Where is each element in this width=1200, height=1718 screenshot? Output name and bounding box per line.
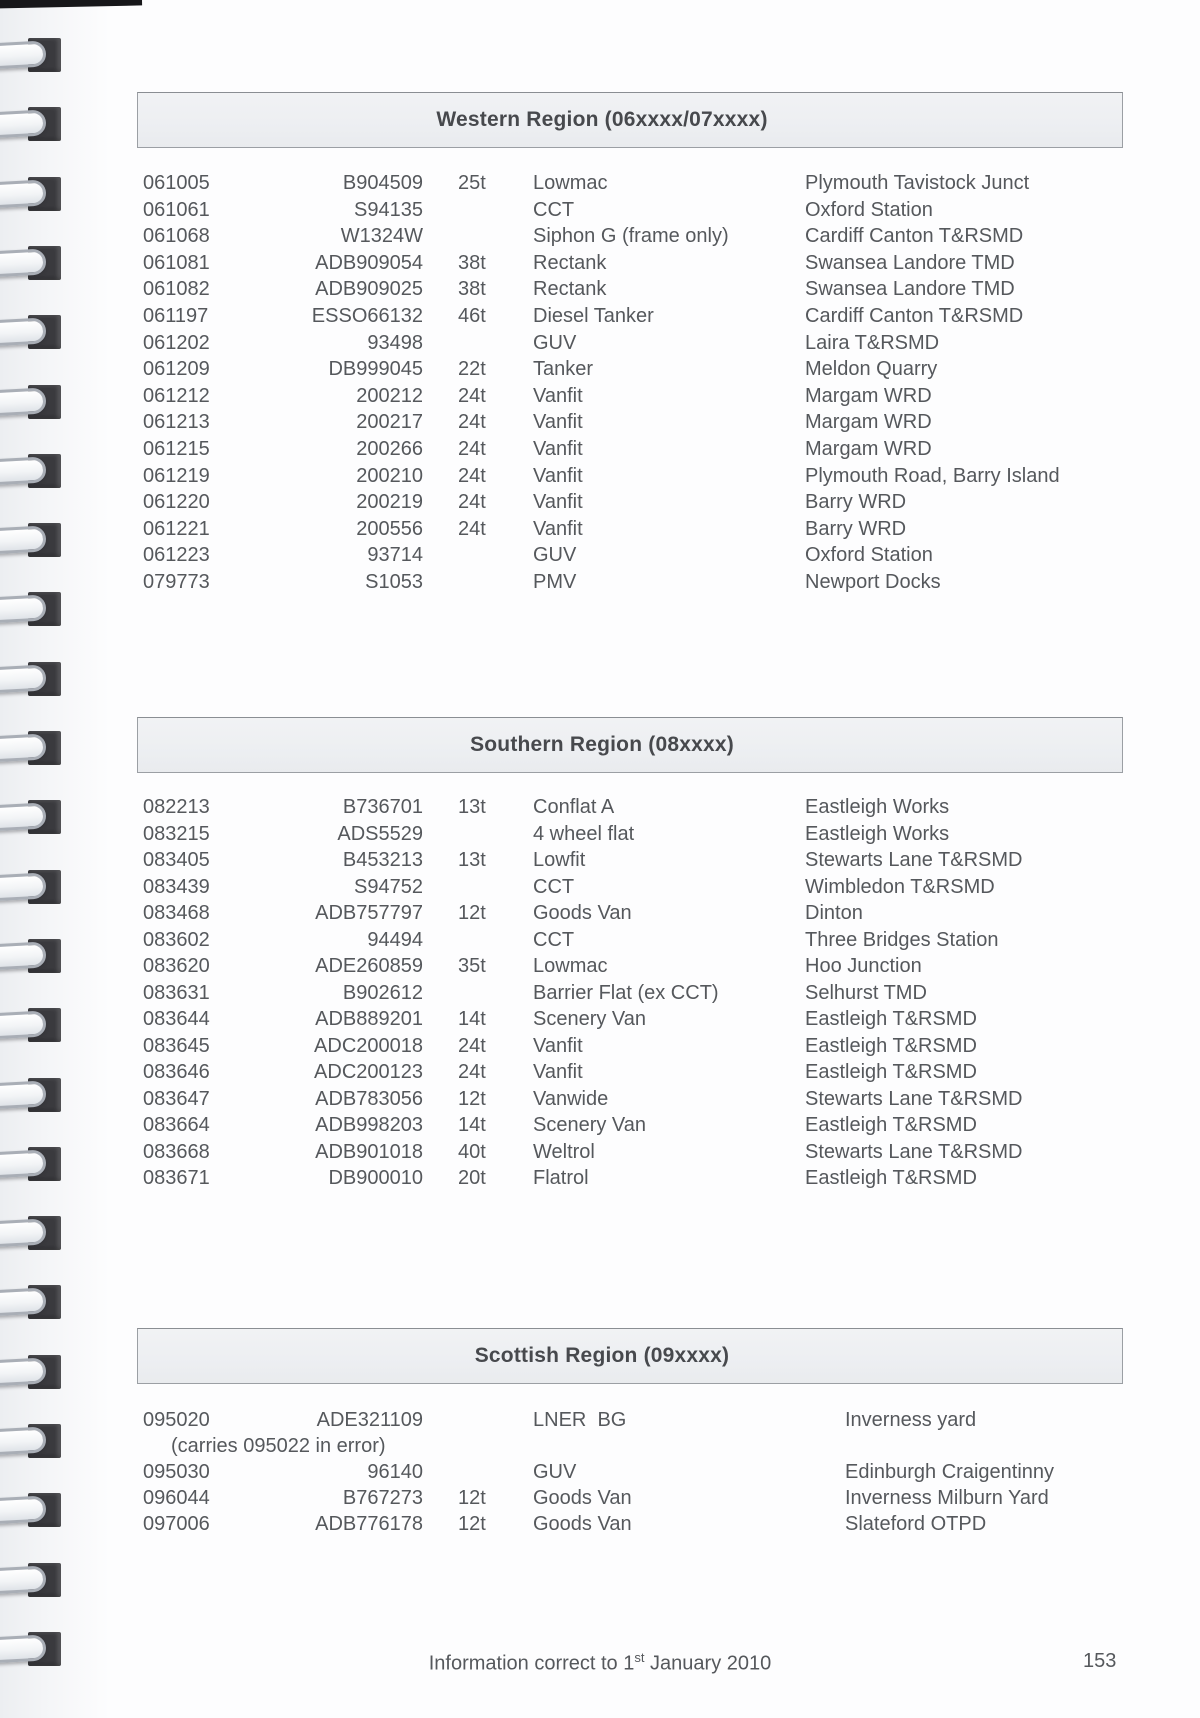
wire-binding-loop bbox=[0, 662, 70, 696]
wagon-type-cell: Flatrol bbox=[533, 1167, 589, 1189]
wagon-type-cell: Scenery Van bbox=[533, 1114, 647, 1136]
location-cell: Eastleigh T&RSMD bbox=[805, 1034, 977, 1057]
location-cell: Margam WRD bbox=[805, 437, 932, 460]
table-row bbox=[143, 980, 1063, 1007]
location-cell: Plymouth Road, Barry Island bbox=[805, 464, 1060, 487]
weight-cell bbox=[458, 330, 533, 357]
location-cell: Eastleigh Works bbox=[805, 822, 950, 845]
wagon-type-cell: Goods Van bbox=[533, 1487, 632, 1509]
table-row bbox=[143, 250, 1063, 277]
wagon-type-cell: CCT bbox=[533, 875, 575, 898]
footer-info-ordinal: st bbox=[634, 1650, 645, 1665]
previous-number-cell: ADB776178 bbox=[315, 1513, 423, 1535]
wagon-type-cell: Scenery Van bbox=[533, 1008, 647, 1030]
weight-cell: 24t bbox=[458, 411, 486, 434]
weight-cell: 24t bbox=[458, 1061, 486, 1083]
location-cell: Slateford OTPD bbox=[845, 1513, 987, 1535]
binding-wire bbox=[0, 872, 47, 901]
wagon-number-cell: 061082 bbox=[143, 278, 210, 301]
wagon-type-cell: Vanfit bbox=[533, 437, 583, 460]
wagon-number-cell: 061213 bbox=[143, 411, 210, 434]
binding-wire bbox=[0, 1357, 47, 1386]
wagon-number-cell: 079773 bbox=[143, 570, 210, 593]
wagon-number-cell: 061212 bbox=[143, 384, 210, 407]
location-cell: Stewarts Lane T&RSMD bbox=[805, 849, 1023, 871]
previous-number-cell: B902612 bbox=[342, 981, 423, 1004]
location-cell: Eastleigh Works bbox=[805, 796, 950, 818]
wagon-type-cell: Tanker bbox=[533, 358, 594, 381]
binding-wire bbox=[0, 941, 47, 970]
table-row bbox=[143, 542, 1063, 569]
table-row bbox=[143, 516, 1063, 543]
location-cell: Newport Docks bbox=[805, 570, 941, 593]
wagon-number-cell: 083439 bbox=[143, 875, 210, 898]
wagon-number-cell: 061202 bbox=[143, 331, 210, 354]
wagon-number-cell: 061219 bbox=[143, 464, 210, 487]
weight-cell bbox=[458, 821, 533, 848]
weight-cell: 12t bbox=[458, 1087, 486, 1110]
table-row bbox=[143, 927, 1063, 954]
wagon-number-cell: 083405 bbox=[143, 849, 210, 871]
wagon-type-cell: Vanfit bbox=[533, 1034, 583, 1057]
wagon-number-cell: 083664 bbox=[143, 1114, 210, 1136]
wagon-type-cell: Rectank bbox=[533, 251, 607, 274]
weight-cell: 20t bbox=[458, 1167, 486, 1189]
wagon-number-cell: 097006 bbox=[143, 1513, 210, 1535]
location-cell: Cardiff Canton T&RSMD bbox=[805, 304, 1024, 327]
location-cell: Dinton bbox=[805, 902, 863, 924]
wagon-type-cell: Weltrol bbox=[533, 1140, 595, 1163]
table-row bbox=[143, 303, 1063, 330]
location-cell: Plymouth Tavistock Junct bbox=[805, 172, 1030, 194]
weight-cell: 38t bbox=[458, 278, 486, 301]
location-cell: Wimbledon T&RSMD bbox=[805, 875, 995, 898]
location-cell: Stewarts Lane T&RSMD bbox=[805, 1140, 1023, 1163]
previous-number-cell: 93714 bbox=[367, 544, 423, 567]
wire-binding-loop bbox=[0, 870, 70, 904]
location-cell: Edinburgh Craigentinny bbox=[845, 1461, 1055, 1483]
wagon-type-cell: 4 wheel flat bbox=[533, 822, 635, 845]
previous-number-cell: 200266 bbox=[356, 437, 423, 460]
weight-cell: 46t bbox=[458, 304, 486, 327]
wagon-number-cell: 083468 bbox=[143, 902, 210, 924]
location-cell: Barry WRD bbox=[805, 491, 907, 514]
wagon-number-cell: 061215 bbox=[143, 437, 210, 460]
weight-cell bbox=[458, 223, 533, 250]
binding-wire bbox=[0, 526, 47, 555]
weight-cell bbox=[458, 980, 533, 1007]
weight-cell bbox=[458, 927, 533, 954]
wagon-type-cell: Diesel Tanker bbox=[533, 304, 654, 327]
wagon-type-cell: LNER BG bbox=[533, 1409, 627, 1431]
wagon-number-cell: 083602 bbox=[143, 928, 210, 951]
location-cell: Hoo Junction bbox=[805, 955, 922, 977]
wagon-type-cell: CCT bbox=[533, 198, 575, 221]
table-row bbox=[143, 794, 1063, 821]
table-row bbox=[143, 1511, 1063, 1537]
wagon-number-cell: 061068 bbox=[143, 225, 210, 248]
wagon-type-cell: Vanfit bbox=[533, 517, 583, 540]
location-cell: Meldon Quarry bbox=[805, 358, 938, 381]
previous-number-cell: ADB783056 bbox=[315, 1087, 423, 1110]
table-row bbox=[143, 847, 1063, 874]
location-cell: Oxford Station bbox=[805, 198, 933, 221]
weight-cell: 13t bbox=[458, 796, 486, 818]
weight-cell: 40t bbox=[458, 1140, 486, 1163]
table-row bbox=[143, 1139, 1063, 1166]
binding-wire bbox=[0, 387, 47, 416]
weight-cell: 24t bbox=[458, 464, 486, 487]
wagon-type-cell: Barrier Flat (ex CCT) bbox=[533, 981, 719, 1004]
wagon-type-cell: Vanwide bbox=[533, 1087, 609, 1110]
previous-number-cell: ADC200123 bbox=[314, 1061, 423, 1083]
wire-binding-loop bbox=[0, 1424, 70, 1458]
previous-number-cell: B453213 bbox=[342, 849, 423, 871]
previous-number-cell: 200556 bbox=[356, 517, 423, 540]
wagon-number-cell: 082213 bbox=[143, 796, 210, 818]
wire-binding-loop bbox=[0, 315, 70, 349]
wire-binding-loop bbox=[0, 1147, 70, 1181]
table-row bbox=[143, 1006, 1063, 1033]
section-title: Western Region (06xxxx/07xxxx) bbox=[436, 108, 768, 131]
weight-cell bbox=[458, 197, 533, 224]
location-cell: Laira T&RSMD bbox=[805, 331, 940, 354]
table-row bbox=[143, 1086, 1063, 1113]
wagon-type-cell: Rectank bbox=[533, 278, 607, 301]
weight-cell bbox=[458, 569, 533, 596]
location-cell: Margam WRD bbox=[805, 411, 932, 434]
row-note: (carries 095022 in error) bbox=[171, 1435, 386, 1457]
wagon-type-cell: Goods Van bbox=[533, 1513, 632, 1535]
previous-number-cell: W1324W bbox=[340, 225, 423, 248]
wire-binding-loop bbox=[0, 454, 70, 488]
wagon-number-cell: 061209 bbox=[143, 358, 210, 381]
wagon-type-cell: Vanfit bbox=[533, 411, 583, 434]
previous-number-cell: ESSO66132 bbox=[311, 304, 423, 327]
weight-cell: 24t bbox=[458, 517, 486, 540]
previous-number-cell: 200217 bbox=[356, 411, 423, 434]
binding-wire bbox=[0, 1219, 47, 1248]
wagon-type-cell: Vanfit bbox=[533, 491, 583, 514]
wagon-number-cell: 083645 bbox=[143, 1034, 210, 1057]
location-cell: Oxford Station bbox=[805, 544, 933, 567]
wire-binding-loop bbox=[0, 1355, 70, 1389]
wire-binding-loop bbox=[0, 592, 70, 626]
wagon-type-cell: Conflat A bbox=[533, 796, 615, 818]
previous-number-cell: B904509 bbox=[342, 172, 423, 194]
table-row bbox=[143, 330, 1063, 357]
wagon-number-cell: 083647 bbox=[143, 1087, 210, 1110]
wire-binding-loop bbox=[0, 1493, 70, 1527]
wire-binding-loop bbox=[0, 939, 70, 973]
table-row bbox=[143, 1459, 1063, 1485]
footer-info-prefix: Information correct to 1 bbox=[428, 1652, 635, 1675]
weight-cell: 24t bbox=[458, 1034, 486, 1057]
table-row bbox=[143, 223, 1063, 250]
western-region-table bbox=[143, 170, 1063, 596]
binding-wire bbox=[0, 1080, 47, 1109]
table-row bbox=[143, 1112, 1063, 1139]
wagon-number-cell: 083668 bbox=[143, 1140, 210, 1163]
previous-number-cell: 200210 bbox=[356, 464, 423, 487]
weight-cell bbox=[458, 874, 533, 901]
weight-cell: 12t bbox=[458, 902, 486, 924]
binding-wire bbox=[0, 1149, 47, 1178]
table-row bbox=[143, 1485, 1063, 1511]
previous-number-cell: ADS5529 bbox=[337, 822, 423, 845]
wire-binding-loop bbox=[0, 800, 70, 834]
wagon-type-cell: CCT bbox=[533, 928, 575, 951]
footer-info bbox=[0, 1650, 1200, 1676]
wagon-type-cell: Vanfit bbox=[533, 384, 583, 407]
weight-cell: 14t bbox=[458, 1008, 486, 1030]
wagon-type-cell: Lowfit bbox=[533, 849, 586, 871]
location-cell: Eastleigh T&RSMD bbox=[805, 1061, 977, 1083]
location-cell: Eastleigh T&RSMD bbox=[805, 1167, 977, 1189]
wagon-type-cell: Siphon G (frame only) bbox=[533, 225, 729, 248]
location-cell: Swansea Landore TMD bbox=[805, 251, 1015, 274]
wire-binding-loop bbox=[0, 1563, 70, 1597]
previous-number-cell: B736701 bbox=[342, 796, 423, 818]
wagon-number-cell: 083620 bbox=[143, 955, 210, 977]
section-header-scottish bbox=[137, 1328, 1123, 1384]
table-row bbox=[143, 569, 1063, 596]
wire-binding-loop bbox=[0, 1078, 70, 1112]
wire-binding-loop bbox=[0, 1285, 70, 1319]
wagon-type-cell: Lowmac bbox=[533, 955, 608, 977]
weight-cell: 13t bbox=[458, 849, 486, 871]
binding-wire bbox=[0, 179, 47, 208]
previous-number-cell: ADB901018 bbox=[315, 1140, 423, 1163]
table-row bbox=[143, 489, 1063, 516]
table-row bbox=[143, 874, 1063, 901]
wagon-number-cell: 061223 bbox=[143, 544, 210, 567]
location-cell: Three Bridges Station bbox=[805, 928, 999, 951]
wagon-type-cell: GUV bbox=[533, 331, 577, 354]
weight-cell bbox=[458, 542, 533, 569]
previous-number-cell: DB999045 bbox=[328, 358, 423, 381]
wire-binding-loop bbox=[0, 246, 70, 280]
weight-cell: 22t bbox=[458, 358, 486, 381]
location-cell: Selhurst TMD bbox=[805, 981, 927, 1004]
previous-number-cell: 96140 bbox=[367, 1461, 423, 1483]
weight-cell bbox=[458, 1407, 533, 1433]
location-cell: Cardiff Canton T&RSMD bbox=[805, 225, 1024, 248]
weight-cell: 38t bbox=[458, 251, 486, 274]
previous-number-cell: S1053 bbox=[365, 570, 423, 593]
table-row bbox=[143, 170, 1063, 197]
table-row bbox=[143, 197, 1063, 224]
weight-cell bbox=[458, 1459, 533, 1485]
previous-number-cell: ADB998203 bbox=[315, 1114, 423, 1136]
previous-number-cell: 94494 bbox=[367, 928, 423, 951]
wagon-type-cell: Vanfit bbox=[533, 464, 583, 487]
table-row bbox=[143, 276, 1063, 303]
section-header-southern bbox=[137, 717, 1123, 773]
previous-number-cell: S94752 bbox=[354, 875, 423, 898]
table-row bbox=[143, 409, 1063, 436]
location-cell: Margam WRD bbox=[805, 384, 932, 407]
weight-cell: 25t bbox=[458, 172, 486, 194]
table-row bbox=[143, 821, 1063, 848]
scottish-region-table bbox=[143, 1407, 1063, 1537]
binding-wire bbox=[0, 733, 47, 762]
wagon-number-cell: 083671 bbox=[143, 1167, 210, 1189]
table-row bbox=[143, 383, 1063, 410]
wagon-number-cell: 061221 bbox=[143, 517, 210, 540]
binding-wire bbox=[0, 1565, 47, 1594]
wire-binding-loop bbox=[0, 107, 70, 141]
table-row bbox=[143, 953, 1063, 980]
section-header-western bbox=[137, 92, 1123, 148]
weight-cell: 35t bbox=[458, 955, 486, 977]
previous-number-cell: ADB757797 bbox=[315, 902, 423, 924]
section-title: Scottish Region (09xxxx) bbox=[474, 1344, 730, 1367]
location-cell: Inverness Milburn Yard bbox=[845, 1487, 1049, 1509]
binding-wire bbox=[0, 664, 47, 693]
wagon-number-cell: 083215 bbox=[143, 822, 210, 845]
wagon-type-cell: Vanfit bbox=[533, 1061, 583, 1083]
previous-number-cell: S94135 bbox=[354, 198, 423, 221]
location-cell: Stewarts Lane T&RSMD bbox=[805, 1087, 1023, 1110]
previous-number-cell: ADB909025 bbox=[315, 278, 423, 301]
binding-wire bbox=[0, 456, 47, 485]
location-cell: Swansea Landore TMD bbox=[805, 278, 1015, 301]
wire-binding-loop bbox=[0, 731, 70, 765]
binding-wire bbox=[0, 40, 47, 69]
table-row bbox=[143, 1165, 1063, 1192]
wire-binding-loop bbox=[0, 523, 70, 557]
wagon-number-cell: 061061 bbox=[143, 198, 210, 221]
binding-wire bbox=[0, 1426, 47, 1455]
wire-binding-loop bbox=[0, 1216, 70, 1250]
section-title: Southern Region (08xxxx) bbox=[470, 733, 734, 756]
weight-cell: 24t bbox=[458, 384, 486, 407]
wagon-type-cell: GUV bbox=[533, 1461, 577, 1483]
table-row bbox=[143, 463, 1063, 490]
wagon-number-cell: 083631 bbox=[143, 981, 210, 1004]
previous-number-cell: ADE260859 bbox=[315, 955, 423, 977]
previous-number-cell: B767273 bbox=[342, 1487, 423, 1509]
previous-number-cell: ADE321109 bbox=[316, 1409, 423, 1431]
wagon-type-cell: GUV bbox=[533, 544, 577, 567]
table-row bbox=[143, 1033, 1063, 1060]
wire-binding-loop bbox=[0, 385, 70, 419]
southern-region-table bbox=[143, 794, 1063, 1192]
wire-binding-loop bbox=[0, 38, 70, 72]
previous-number-cell: 200219 bbox=[356, 491, 423, 514]
table-row bbox=[143, 1059, 1063, 1086]
weight-cell: 12t bbox=[458, 1487, 486, 1509]
wagon-number-cell: 061220 bbox=[143, 491, 210, 514]
previous-number-cell: 93498 bbox=[367, 331, 423, 354]
wagon-type-cell: Goods Van bbox=[533, 902, 632, 924]
table-row bbox=[143, 900, 1063, 927]
wagon-number-cell: 083646 bbox=[143, 1061, 210, 1083]
weight-cell: 24t bbox=[458, 491, 486, 514]
previous-number-cell: DB900010 bbox=[328, 1167, 423, 1189]
wagon-type-cell: Lowmac bbox=[533, 172, 608, 194]
footer-info-suffix: January 2010 bbox=[644, 1652, 772, 1675]
wagon-number-cell: 095030 bbox=[143, 1461, 210, 1483]
table-row bbox=[143, 356, 1063, 383]
binding-wire bbox=[0, 248, 47, 277]
wagon-number-cell: 061005 bbox=[143, 172, 210, 194]
location-cell: Inverness yard bbox=[845, 1409, 977, 1431]
location-cell: Eastleigh T&RSMD bbox=[805, 1008, 977, 1030]
wagon-number-cell: 061197 bbox=[143, 304, 209, 327]
wire-binding-loop bbox=[0, 177, 70, 211]
weight-cell: 24t bbox=[458, 437, 486, 460]
wagon-number-cell: 095020 bbox=[143, 1409, 210, 1431]
wire-binding-loop bbox=[0, 1008, 70, 1042]
table-row bbox=[143, 436, 1063, 463]
weight-cell: 14t bbox=[458, 1114, 486, 1136]
location-cell: Eastleigh T&RSMD bbox=[805, 1114, 977, 1136]
wagon-number-cell: 083644 bbox=[143, 1008, 210, 1030]
wagon-number-cell: 096044 bbox=[143, 1487, 210, 1509]
previous-number-cell: ADB889201 bbox=[315, 1008, 423, 1030]
location-cell: Barry WRD bbox=[805, 517, 907, 540]
page-number: 153 bbox=[1083, 1650, 1117, 1672]
previous-number-cell: ADC200018 bbox=[314, 1034, 423, 1057]
weight-cell: 12t bbox=[458, 1513, 486, 1535]
previous-number-cell: ADB909054 bbox=[315, 251, 423, 274]
table-row bbox=[143, 1407, 1063, 1433]
wagon-type-cell: PMV bbox=[533, 570, 577, 593]
wagon-number-cell: 061081 bbox=[143, 251, 210, 274]
previous-number-cell: 200212 bbox=[356, 384, 423, 407]
